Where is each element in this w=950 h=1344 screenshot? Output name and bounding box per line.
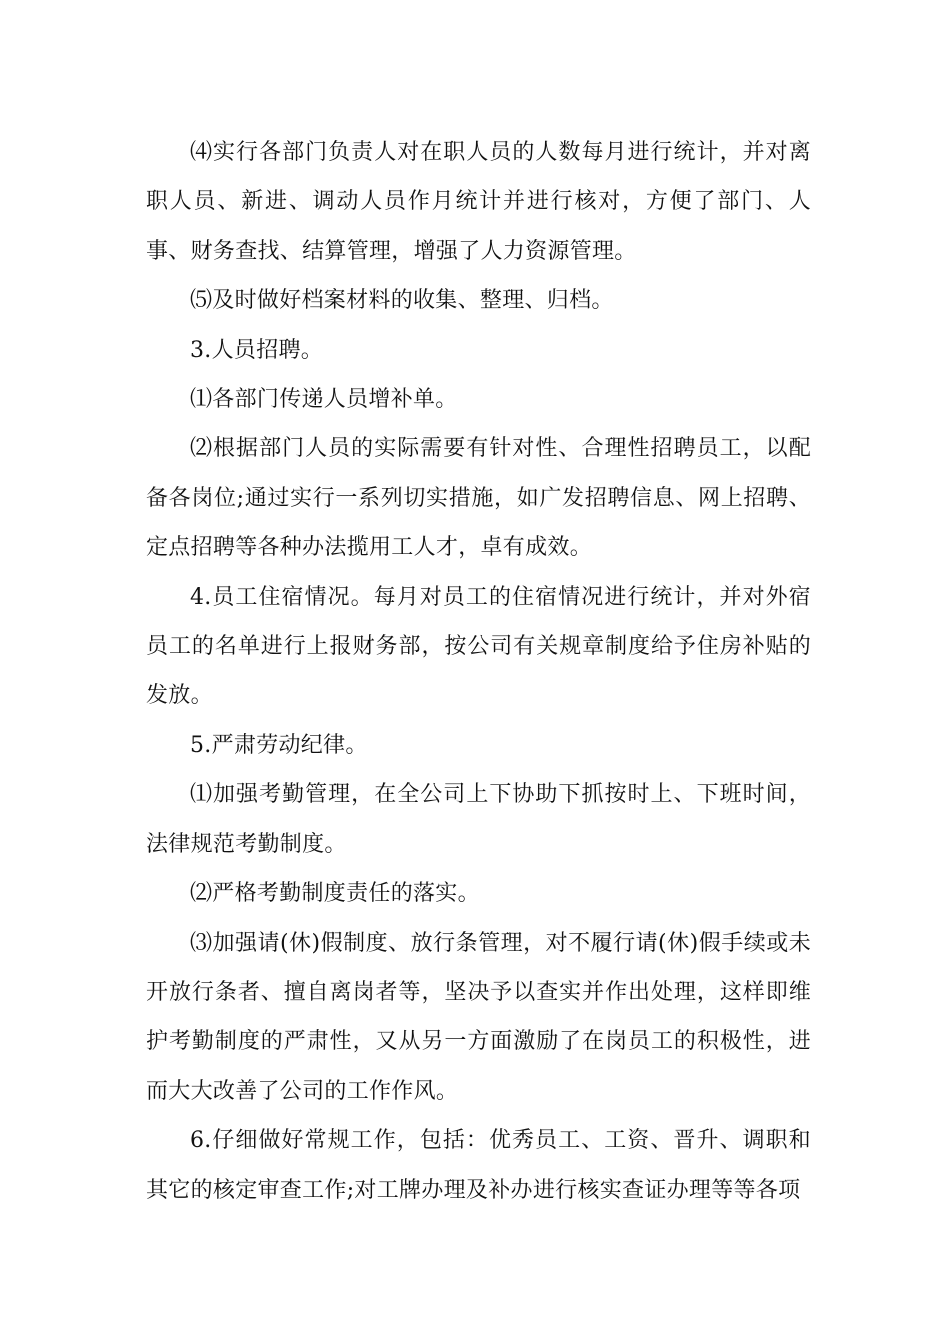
paragraph-discipline-1: ⑴加强考勤管理，在全公司上下协助下抓按时上、下班时间，法律规范考勤制度。: [146, 782, 811, 857]
paragraph-discipline-3: ⑶加强请(休)假制度、放行条管理，对不履行请(休)假手续或未开放行条者、擅自离岗者等，坚决予以查实并作出处理，这样即维护考勤制度的严肃性，又从另一方面激励了在岗员工的积极性，进而大大改善了公司的工作作风。: [146, 930, 811, 1104]
section-accommodation: 4.员工住宿情况。每月对员工的住宿情况进行统计，并对外宿员工的名单进行上报财务部，按公司有关规章制度给予住房补贴的发放。: [146, 584, 811, 709]
section-heading-recruitment: 3.人员招聘。: [190, 337, 324, 363]
paragraph-item-5-archives: ⑸及时做好档案材料的收集、整理、归档。: [190, 288, 614, 314]
section-routine-work: 6.仔细做好常规工作，包括：优秀员工、工资、晋升、调职和其它的核定审查工作;对工牌办理及补办进行核实查证办理等等各项: [146, 1128, 811, 1203]
paragraph-item-4-headcount: ⑷实行各部门负责人对在职人员的人数每月进行统计，并对离职人员、新进、调动人员作月统计并进行核对，方便了部门、人事、财务查找、结算管理，增强了人力资源管理。: [146, 140, 811, 264]
paragraph-recruitment-1: ⑴各部门传递人员增补单。: [190, 387, 458, 413]
paragraph-discipline-2: ⑵严格考勤制度责任的落实。: [190, 881, 480, 907]
section-heading-discipline: 5.严肃劳动纪律。: [190, 732, 368, 758]
paragraph-recruitment-2: ⑵根据部门人员的实际需要有针对性、合理性招聘员工，以配备各岗位;通过实行一系列切实措施，如广发招聘信息、网上招聘、定点招聘等各种办法揽用工人才，卓有成效。: [146, 436, 811, 561]
document-body: [146, 128, 811, 1215]
